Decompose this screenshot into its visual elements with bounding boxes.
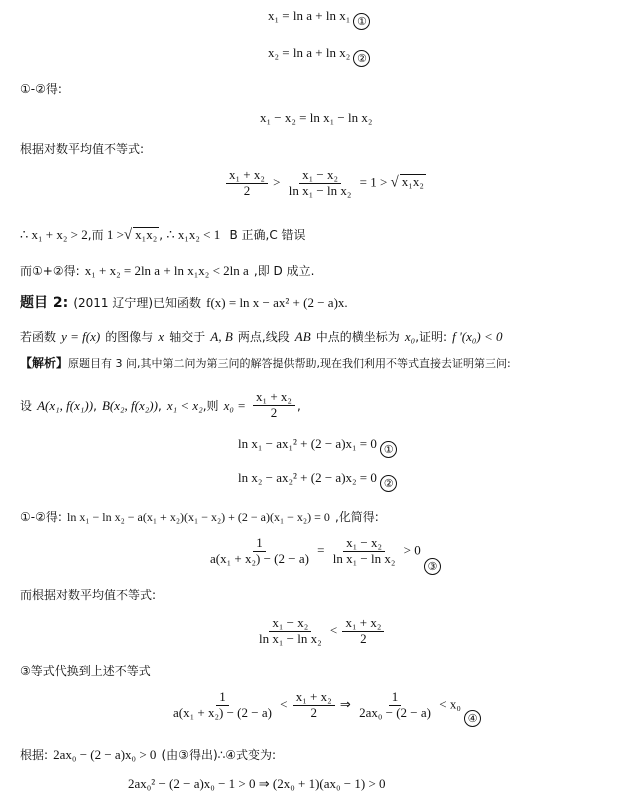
math-expression: ∴ x₁ + x₂ > 2 bbox=[20, 227, 88, 242]
math-expression: A, B bbox=[210, 329, 233, 344]
fraction-numerator: x₁ + x₂ bbox=[253, 390, 295, 406]
fraction-sum-over-2 bbox=[293, 690, 335, 721]
math-expression: f '(x₀) < 0 bbox=[452, 329, 503, 344]
text-fragment: 而①+②得: bbox=[20, 264, 80, 278]
inequality-3 bbox=[205, 536, 441, 575]
text-fragment: ①-②得: bbox=[20, 510, 62, 524]
implies-arrow: ⇒ bbox=[339, 696, 351, 712]
equation-rest: < x₀ bbox=[439, 696, 461, 712]
problem-title: 题目 2: bbox=[20, 295, 69, 311]
fraction-denominator: 2ax₀ − (2 − a) bbox=[359, 704, 431, 720]
radical-sign: √ bbox=[390, 174, 399, 191]
text-fragment: (2011 辽宁理)已知函数 bbox=[73, 296, 202, 310]
math-expression: AB bbox=[294, 329, 311, 344]
equation-rest: = 1 > bbox=[359, 174, 388, 190]
text-fragment: 两点,线段 bbox=[237, 330, 290, 344]
fraction-numerator: 1 bbox=[389, 690, 402, 706]
solution-intro bbox=[20, 352, 511, 371]
fraction-numerator: x₁ − x₂ bbox=[299, 168, 341, 184]
relation-symbol: < bbox=[329, 622, 338, 638]
fraction-numerator: x₁ − x₂ bbox=[343, 536, 385, 552]
fraction-denominator: ln x₁ − ln x₂ bbox=[259, 630, 322, 646]
text-fragment: , bbox=[159, 228, 164, 242]
math-expression: 2ax₀ − (2 − a)x₀ > 0 bbox=[53, 747, 157, 762]
solution-label: 【解析】 bbox=[20, 356, 69, 370]
inequality-chain-1 bbox=[224, 168, 426, 199]
fraction-denominator: 2 bbox=[310, 704, 317, 720]
math-expression: x₀ = bbox=[223, 397, 246, 413]
text-fragment: . bbox=[344, 295, 348, 310]
equation-rest: > 0 bbox=[403, 542, 421, 558]
fraction-midpoint bbox=[253, 390, 295, 421]
subtract-label: ①-②得: bbox=[20, 82, 62, 96]
fraction-denominator: a(x₁ + x₂) − (2 − a) bbox=[210, 550, 309, 566]
fraction-reciprocal bbox=[207, 536, 312, 567]
equation-3-formula: ln x₁ − ax₁² + (2 − a)x₁ = 0 bbox=[238, 436, 377, 451]
text-fragment: ,而 bbox=[87, 228, 104, 242]
text-fragment: 根据: bbox=[20, 748, 49, 762]
fraction-numerator: x₁ − x₂ bbox=[269, 616, 311, 632]
log-mean-inequality-label: 根据对数平均值不等式: bbox=[20, 142, 145, 156]
text-fragment: 设 bbox=[20, 398, 33, 413]
relation-symbol: > bbox=[273, 174, 281, 190]
fraction-numerator: x₁ + x₂ bbox=[226, 168, 268, 184]
equation-difference: x₁ − x₂ = ln x₁ − ln x₂ bbox=[260, 110, 373, 125]
fraction-denominator: 2 bbox=[243, 182, 251, 198]
equation-4-formula: ln x₂ − ax₂² + (2 − a)x₂ = 0 bbox=[238, 470, 377, 485]
text-fragment: , bbox=[296, 398, 301, 413]
log-mean-inequality-label-2: 而根据对数平均值不等式: bbox=[20, 588, 157, 602]
text-fragment: 中点的横坐标为 bbox=[315, 330, 400, 344]
math-expression: x₀ bbox=[404, 329, 416, 344]
text-fragment: ,则 bbox=[202, 398, 219, 413]
fraction-denominator: ln x₁ − ln x₂ bbox=[288, 182, 352, 198]
fraction-numerator: x₁ + x₂ bbox=[342, 616, 384, 632]
text-fragment: , bbox=[157, 398, 162, 413]
radicand: x₁x₂ bbox=[401, 174, 424, 190]
fraction-numerator: 1 bbox=[216, 690, 229, 706]
inequality-4 bbox=[254, 616, 386, 647]
equation-2 bbox=[268, 45, 370, 67]
math-expression: x₁ + x₂ = 2ln a + ln x₁x₂ < 2ln a bbox=[84, 263, 249, 278]
condition-line bbox=[20, 744, 276, 763]
circled-number-2: ② bbox=[380, 475, 397, 492]
math-expression: 1 > bbox=[106, 227, 124, 242]
math-expression: y = f(x) bbox=[61, 329, 101, 344]
final-inequality: 2ax₀² − (2 − a)x₀ − 1 > 0 ⇒ (2x₀ + 1)(ax₀ − 1) > 0 bbox=[128, 776, 386, 791]
text-fragment: ,即 D 成立. bbox=[253, 264, 315, 278]
problem-2-statement bbox=[20, 326, 503, 345]
fraction-denominator: a(x₁ + x₂) − (2 − a) bbox=[173, 704, 272, 720]
substitution-label: ③等式代换到上述不等式 bbox=[20, 664, 151, 678]
text-fragment: ,化简得: bbox=[334, 510, 379, 524]
fraction-denominator: ln x₁ − ln x₂ bbox=[332, 550, 396, 566]
text-fragment: 轴交于 bbox=[169, 330, 206, 344]
subtract-line-2 bbox=[20, 506, 379, 525]
math-expression: x bbox=[158, 329, 165, 344]
text-fragment: , bbox=[93, 398, 97, 413]
function-definition: f(x) = ln x − ax² + (2 − a)x bbox=[206, 295, 345, 310]
math-expression: A(x₁, f(x₁)) bbox=[37, 397, 94, 413]
fraction-denominator: 2 bbox=[270, 404, 278, 420]
fraction-sum-over-2 bbox=[226, 168, 268, 199]
text-fragment: ,证明: bbox=[415, 330, 448, 344]
circled-number-4: ④ bbox=[464, 710, 481, 727]
relation-symbol: < bbox=[280, 696, 288, 712]
equation-1 bbox=[268, 8, 370, 30]
text-fragment: (由③得出)∴④式变为: bbox=[161, 748, 277, 762]
text-fragment: 的图像与 bbox=[105, 330, 154, 344]
circled-number-3: ③ bbox=[424, 558, 441, 575]
fraction-reciprocal-x0 bbox=[356, 690, 434, 721]
math-expression: B(x₂, f(x₂)) bbox=[101, 397, 158, 413]
text-fragment: 若函数 bbox=[20, 330, 57, 344]
radical-sign: √ bbox=[123, 227, 133, 243]
text-fragment: B 正确,C 错误 bbox=[229, 228, 306, 242]
fraction-log-mean bbox=[330, 536, 399, 567]
math-expression: x₁ < x₂ bbox=[166, 397, 203, 413]
solution-intro-text: 原题目有 3 问,其中第二问为第三问的解答提供帮助,现在我们利用不等式直接去证明第三问: bbox=[68, 357, 511, 370]
fraction-log-mean bbox=[286, 168, 355, 199]
setup-line bbox=[20, 390, 301, 421]
equation-4 bbox=[238, 470, 397, 492]
fraction-log-mean bbox=[256, 616, 325, 647]
problem-2-heading bbox=[20, 292, 348, 312]
radicand: x₁x₂ bbox=[135, 227, 158, 242]
conclusion-line-1 bbox=[20, 226, 306, 244]
fraction-denominator: 2 bbox=[360, 630, 367, 646]
conclusion-line-2 bbox=[20, 260, 314, 279]
relation-symbol: = bbox=[317, 542, 325, 558]
math-expression: ln x₁ − ln x₂ − a(x₁ + x₂)(x₁ − x₂) + (2 − a)(x₁ − x₂) = 0 bbox=[66, 510, 330, 524]
math-expression: ∴ x₁x₂ < 1 bbox=[166, 227, 221, 242]
equation-3 bbox=[238, 436, 397, 458]
circled-number-2: ② bbox=[353, 50, 370, 67]
equation-1-formula: x₁ = ln a + ln x₁ bbox=[268, 8, 351, 23]
fraction-numerator: x₁ + x₂ bbox=[293, 690, 335, 706]
circled-number-1: ① bbox=[380, 441, 397, 458]
fraction-reciprocal bbox=[170, 690, 275, 721]
inequality-5 bbox=[168, 690, 481, 727]
equation-2-formula: x₂ = ln a + ln x₂ bbox=[268, 45, 351, 60]
fraction-sum-over-2 bbox=[342, 616, 384, 647]
circled-number-1: ① bbox=[353, 13, 370, 30]
fraction-numerator: 1 bbox=[253, 536, 266, 552]
